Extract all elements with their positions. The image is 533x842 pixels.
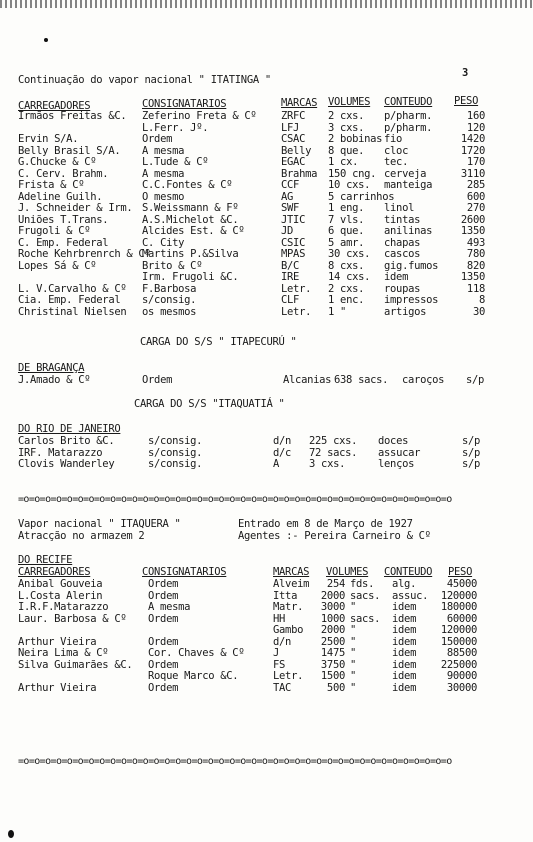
row-shipper: Neira Lima & Cº	[18, 647, 109, 659]
row-content: p/pharm.	[384, 121, 433, 134]
row-volumes: 5 carrinhos	[328, 190, 395, 203]
row-volumes: 8 cxs.	[328, 259, 365, 272]
row-volumes: 225 cxs.	[309, 435, 358, 447]
row-content: idem	[392, 670, 417, 682]
header-carregadores: CARREGADORES	[18, 100, 91, 112]
agents: Agentes :- Pereira Carneiro & Cº	[238, 530, 431, 542]
row-volumes: 2 cxs.	[328, 110, 365, 122]
header-volumes: VOLUMES	[326, 566, 369, 578]
row-content: chapas	[384, 236, 421, 249]
footer-separator: =o=o=o=o=o=o=o=o=o=o=o=o=o=o=o=o=o=o=o=o=o=o=o=o=o=o=o=o=o=o=o=o=o=o=o=o=o=o=o=o	[18, 756, 452, 767]
row-mark: SWF	[281, 202, 300, 214]
row-mark: EGAC	[281, 156, 306, 168]
row-consignee: Irm. Frugoli &C.	[142, 271, 239, 283]
row-weight: 30000	[446, 681, 477, 694]
row-mark: FS	[273, 658, 286, 671]
row-unit: fds.	[350, 578, 375, 590]
row-mark: J	[273, 647, 280, 659]
row-weight: s/p	[462, 435, 481, 447]
row-weight: s/p	[466, 374, 485, 386]
row-weight: 1420	[460, 133, 485, 145]
row-consignee: Ordem	[148, 578, 179, 590]
row-content: alg.	[392, 578, 417, 590]
section2-title: CARGA DO S/S " ITAPECURÚ "	[140, 336, 297, 348]
row-mark: CSIC	[281, 236, 306, 249]
row-mark: CSAC	[281, 133, 306, 145]
row-shipper: IRF. Matarazzo	[18, 446, 103, 459]
row-weight: 780	[466, 248, 485, 260]
row-shipper: Arthur Vieira	[18, 681, 97, 694]
row-content: cloc	[384, 144, 409, 157]
row-unit: "	[350, 658, 357, 671]
row-quantity: 2500	[320, 635, 345, 648]
row-mark: Letr.	[281, 282, 312, 295]
scan-speck	[8, 830, 14, 838]
row-content: cascos	[384, 248, 421, 260]
row-shipper: Christinal Nielsen	[18, 305, 127, 318]
row-mark: JTIC	[281, 213, 306, 226]
row-unit: "	[350, 670, 357, 682]
row-volumes: 1 eng.	[328, 202, 365, 214]
row-consignee: C. City	[142, 236, 185, 249]
row-quantity: 254	[326, 578, 345, 590]
row-weight: 30	[472, 305, 485, 318]
row-consignee: Alcides Est. & Cº	[142, 225, 245, 237]
row-unit: sacs.	[350, 589, 381, 602]
row-weight: 1350	[460, 271, 485, 283]
row-weight: 8	[478, 294, 485, 306]
row-shipper: Irmãos Freitas &C.	[18, 110, 127, 122]
row-content: idem	[392, 635, 417, 648]
row-volumes: 5 amr.	[328, 236, 365, 249]
row-consignee: Zeferino Freta & Cº	[142, 110, 257, 122]
row-quantity: 500	[326, 681, 345, 694]
row-weight: 180000	[440, 601, 477, 613]
row-quantity: 1000	[320, 612, 345, 625]
row-content: tec.	[384, 156, 409, 168]
row-mark: Itta	[273, 589, 298, 602]
row-mark: Matr.	[273, 601, 304, 613]
row-mark: AG	[281, 190, 294, 203]
row-unit: "	[350, 647, 357, 659]
row-shipper: Cia. Emp. Federal	[18, 294, 121, 306]
row-content: lenços	[378, 458, 415, 470]
row-content: caroços	[402, 374, 445, 386]
row-weight: 285	[466, 179, 485, 191]
row-mark: CCF	[281, 179, 300, 191]
row-shipper: J. Schneider & Irm.	[18, 202, 133, 214]
row-volumes: 1 cx.	[328, 156, 359, 168]
row-weight: 150000	[440, 635, 477, 648]
row-content: idem	[392, 647, 417, 659]
scan-speck	[44, 38, 48, 42]
row-weight: 600	[466, 190, 485, 203]
row-weight: s/p	[462, 446, 481, 459]
scan-edge	[0, 0, 533, 8]
row-mark: Letr.	[273, 670, 304, 682]
row-quantity: 1475	[320, 647, 345, 659]
row-consignee: L.Ferr. Jº.	[142, 121, 209, 134]
row-weight: 820	[466, 259, 485, 272]
row-content: idem	[392, 601, 417, 613]
row-volumes: 30 cxs.	[328, 248, 371, 260]
separator-line: =o=o=o=o=o=o=o=o=o=o=o=o=o=o=o=o=o=o=o=o=o=o=o=o=o=o=o=o=o=o=o=o=o=o=o=o=o=o=o=o	[18, 494, 452, 505]
row-quantity: 3750	[320, 658, 345, 671]
row-weight: 270	[466, 202, 485, 214]
row-shipper: Roche Kehrbrenrch & Cº	[18, 248, 151, 260]
row-consignee: A mesma	[142, 144, 185, 157]
row-mark: CLF	[281, 294, 300, 306]
row-shipper: Laur. Barbosa & Cº	[18, 612, 127, 625]
vessel-name: Vapor nacional " ITAQUERA "	[18, 518, 181, 530]
page-number: 3	[462, 67, 469, 79]
row-shipper: Ervin S/A.	[18, 133, 79, 145]
header-consignatarios: CONSIGNATARIOS	[142, 566, 227, 578]
row-consignee: O mesmo	[142, 190, 185, 203]
row-consignee: A mesma	[148, 601, 191, 613]
row-mark: d/c	[273, 446, 292, 459]
row-volumes: 3 cxs.	[328, 121, 365, 134]
row-content: gig.fumos	[384, 259, 439, 272]
row-unit: "	[350, 624, 357, 636]
row-weight: s/p	[462, 458, 481, 470]
row-consignee: A mesma	[142, 167, 185, 180]
row-volumes: 638 sacs.	[334, 374, 389, 386]
row-content: manteiga	[384, 179, 433, 191]
row-content: idem	[392, 681, 417, 694]
row-consignee: Ordem	[142, 133, 173, 145]
row-shipper: Anibal Gouveia	[18, 578, 103, 590]
row-mark: IRE	[281, 271, 300, 283]
header-consignatarios: CONSIGNATARIOS	[142, 98, 227, 110]
row-unit: "	[350, 635, 357, 648]
row-shipper: J.Amado & Cº	[18, 374, 91, 386]
header-marcas: MARCAS	[281, 97, 318, 109]
row-mark: B/C	[281, 259, 300, 272]
row-shipper: Carlos Brito &C.	[18, 435, 115, 447]
storage-note: Atracção no armazem 2	[18, 530, 145, 542]
row-consignee: C.C.Fontes & Cº	[142, 179, 233, 191]
row-consignee: L.Tude & Cº	[142, 156, 209, 168]
row-consignee: Ordem	[148, 589, 179, 602]
row-consignee: Martins P.&Silva	[142, 248, 239, 260]
row-volumes: 1 enc.	[328, 294, 365, 306]
row-weight: 45000	[446, 578, 477, 590]
header-conteudo: CONTEUDO	[384, 566, 433, 578]
row-volumes: 2 cxs.	[328, 282, 365, 295]
row-weight: 160	[466, 110, 485, 122]
row-shipper: Frista & Cº	[18, 179, 85, 191]
row-consignee: s/consig.	[148, 458, 203, 470]
row-content: assuc.	[392, 589, 429, 602]
row-weight: 60000	[446, 612, 477, 625]
row-consignee: A.S.Michelot &C.	[142, 213, 239, 226]
row-consignee: Roque Marco &C.	[148, 670, 239, 682]
row-mark: Brahma	[281, 167, 318, 180]
header-peso: PESO	[454, 95, 479, 107]
row-content: idem	[384, 271, 409, 283]
row-content: tintas	[384, 213, 421, 226]
row-mark: A	[273, 458, 280, 470]
row-consignee: Ordem	[148, 612, 179, 625]
row-mark: TAC	[273, 681, 292, 694]
section4-port: DO RECIFE	[18, 554, 73, 566]
row-mark: MPAS	[281, 248, 306, 260]
row-consignee: Ordem	[142, 374, 173, 386]
row-shipper: Arthur Vieira	[18, 635, 97, 648]
row-shipper: Uniões T.Trans.	[18, 213, 109, 226]
row-volumes: 14 cxs.	[328, 271, 371, 283]
row-content: impressos	[384, 294, 439, 306]
row-mark: Alcanias	[283, 374, 332, 386]
row-weight: 1720	[460, 144, 485, 157]
row-quantity: 2000	[320, 589, 345, 602]
row-content: doces	[378, 435, 409, 447]
row-weight: 120000	[440, 589, 477, 602]
section3-port: DO RIO DE JANEIRO	[18, 423, 121, 435]
row-volumes: 7 vls.	[328, 213, 365, 226]
row-mark: Belly	[281, 144, 312, 157]
row-shipper: Adeline Guilh.	[18, 190, 103, 203]
row-content: artigos	[384, 305, 427, 318]
row-consignee: F.Barbosa	[142, 282, 197, 295]
row-shipper: L.Costa Alerin	[18, 589, 103, 602]
row-content: linol	[384, 202, 415, 214]
row-consignee: S.Weissmann & Fº	[142, 202, 239, 214]
row-weight: 2600	[460, 213, 485, 226]
row-consignee: s/consig.	[148, 435, 203, 447]
row-consignee: Cor. Chaves & Cº	[148, 647, 245, 659]
row-shipper: Belly Brasil S/A.	[18, 144, 121, 157]
row-content: cerveja	[384, 167, 427, 180]
row-volumes: 10 cxs.	[328, 179, 371, 191]
row-shipper: L. V.Carvalho & Cº	[18, 282, 127, 295]
section3-title: CARGA DO S/S "ITAQUATIÁ "	[134, 398, 285, 410]
row-volumes: 3 cxs.	[309, 458, 346, 470]
entry-date: Entrado em 8 de Março de 1927	[238, 518, 413, 530]
row-content: idem	[392, 612, 417, 625]
row-weight: 88500	[446, 647, 477, 659]
row-weight: 493	[466, 236, 485, 249]
row-content: p/pharm.	[384, 110, 433, 122]
row-volumes: 8 que.	[328, 144, 365, 157]
row-content: idem	[392, 624, 417, 636]
row-volumes: 72 sacs.	[309, 446, 358, 459]
row-shipper: Frugoli & Cº	[18, 225, 91, 237]
row-consignee: Ordem	[148, 681, 179, 694]
row-mark: LFJ	[281, 121, 300, 134]
row-unit: "	[350, 681, 357, 694]
row-quantity: 1500	[320, 670, 345, 682]
row-weight: 3110	[460, 167, 485, 180]
row-volumes: 150 cng.	[328, 167, 377, 180]
row-consignee: Ordem	[148, 658, 179, 671]
row-mark: ZRFC	[281, 110, 306, 122]
row-content: roupas	[384, 282, 421, 295]
row-weight: 170	[466, 156, 485, 168]
row-content: idem	[392, 658, 417, 671]
row-shipper: I.R.F.Matarazzo	[18, 601, 109, 613]
row-quantity: 2000	[320, 624, 345, 636]
row-weight: 90000	[446, 670, 477, 682]
row-mark: d/n	[273, 635, 292, 648]
row-consignee: s/consig.	[148, 446, 203, 459]
header-peso: PESO	[448, 566, 473, 578]
row-consignee: s/consig.	[142, 294, 197, 306]
row-volumes: 1 "	[328, 305, 347, 318]
row-content: assucar	[378, 446, 421, 459]
row-mark: JD	[281, 225, 294, 237]
row-shipper: Clovis Wanderley	[18, 458, 115, 470]
row-content: anilinas	[384, 225, 433, 237]
page-title: Continuação do vapor nacional " ITATINGA "	[18, 74, 271, 86]
row-weight: 1350	[460, 225, 485, 237]
row-shipper: C. Emp. Federal	[18, 236, 109, 249]
row-shipper: Silva Guimarães &C.	[18, 658, 133, 671]
row-weight: 225000	[440, 658, 477, 671]
row-unit: "	[350, 601, 357, 613]
row-shipper: C. Cerv. Brahm.	[18, 167, 109, 180]
row-consignee: Brito & Cº	[142, 259, 203, 272]
row-weight: 118	[466, 282, 485, 295]
row-weight: 120	[466, 121, 485, 134]
row-mark: Gambo	[273, 624, 304, 636]
row-shipper: G.Chucke & Cº	[18, 156, 97, 168]
header-volumes: VOLUMES	[328, 96, 371, 108]
row-consignee: os mesmos	[142, 305, 197, 318]
row-mark: HH	[273, 612, 286, 625]
header-carregadores: CARREGADORES	[18, 566, 91, 578]
row-unit: sacs.	[350, 612, 381, 625]
row-volumes: 2 bobinas	[328, 133, 383, 145]
row-mark: d/n	[273, 435, 292, 447]
header-conteudo: CONTEUDO	[384, 96, 433, 108]
row-quantity: 3000	[320, 601, 345, 613]
row-mark: Alveim	[273, 578, 310, 590]
row-shipper: Lopes Sá & Cº	[18, 259, 97, 272]
row-mark: Letr.	[281, 305, 312, 318]
header-marcas: MARCAS	[273, 566, 310, 578]
row-content: fio	[384, 133, 403, 145]
row-consignee: Ordem	[148, 635, 179, 648]
section2-port: DE BRAGANÇA	[18, 362, 85, 374]
row-weight: 120000	[440, 624, 477, 636]
row-volumes: 6 que.	[328, 225, 365, 237]
